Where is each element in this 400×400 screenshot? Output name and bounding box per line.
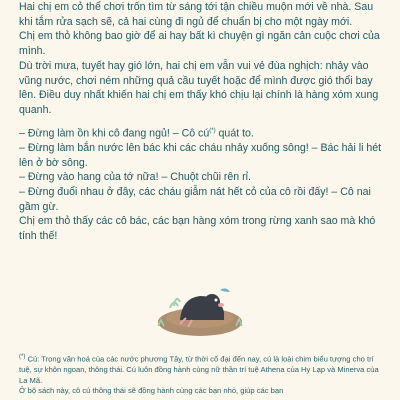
paragraph-2: Chị em thỏ không bao giờ để ai hay bất kì chuyện gì ngăn cản cuộc chơi của mình. (19, 30, 380, 58)
paragraph-1: Hai chị em cỏ thể chơi trốn tìm từ sáng tới tận chiều muộn mới về nhà. Sau khi tắm rửa sạch sẽ, cả hai cùng đi ngủ để chuẩn bị cho một ngày mới. (19, 1, 374, 28)
story-text (19, 0, 389, 244)
footnote-ref: (*) (209, 127, 216, 134)
mole-illustration (140, 260, 260, 340)
footnote-cutoff: Ở bộ sách này, cô cú thông thái sẽ đồng hành cùng các bạn nhỏ, giúp các bạn (19, 386, 284, 396)
dialogue-line-1-text: – Đừng làm ồn khi cô đang ngủ! – Cô cú (19, 127, 210, 140)
paragraph-3: Dù trời mưa, tuyết hay gió lớn, hai chị em vẫn vui vẻ đùa nghịch: nhảy vào vũng nước, chơi ném những quả cầu tuyết hoặc để mình được gió thổi bay lên. Điều duy nhất khiến hai chị em thấy khó chịu lại chính là hàng xóm xung quanh. (19, 59, 379, 116)
footnote (19, 352, 384, 397)
dialogue-line-1-suffix: quát to. (215, 127, 254, 140)
dialogue-line-3: – Đừng vào hang của tớ nữa! – Chuột chũi rên rỉ. (19, 171, 251, 184)
footnote-entry (19, 352, 384, 386)
footnote-marker: (*) (19, 354, 26, 360)
dialogue-line-2: – Đừng làm bắn nước lên bác khi các cháu nhảy xuống sông! – Bác hải li hét lên ở bờ sông. (19, 141, 382, 169)
footnote-text: Cú: Trong văn hoá của các nước phương Tây, từ thời cổ đại đến nay, cú là loài chim biểu tượng cho trí tuệ, sự khôn ngoan, thông thái. Cú luôn đồng hành cùng nữ thần trí tuệ Athena của Hy Lạp và Minerva của La Mã. (19, 354, 379, 385)
dialogue-line-1 (19, 124, 389, 141)
dialogue-line-4: – Đừng đuổi nhau ở đây, các cháu giẫm nát hết cỏ của cô rồi đấy! – Cô nai gầm gừ. (19, 185, 371, 213)
closing-paragraph: Chị em thỏ thấy các cô bác, các bạn hàng xóm trong rừng xanh sao mà khó tính thế! (19, 215, 376, 243)
